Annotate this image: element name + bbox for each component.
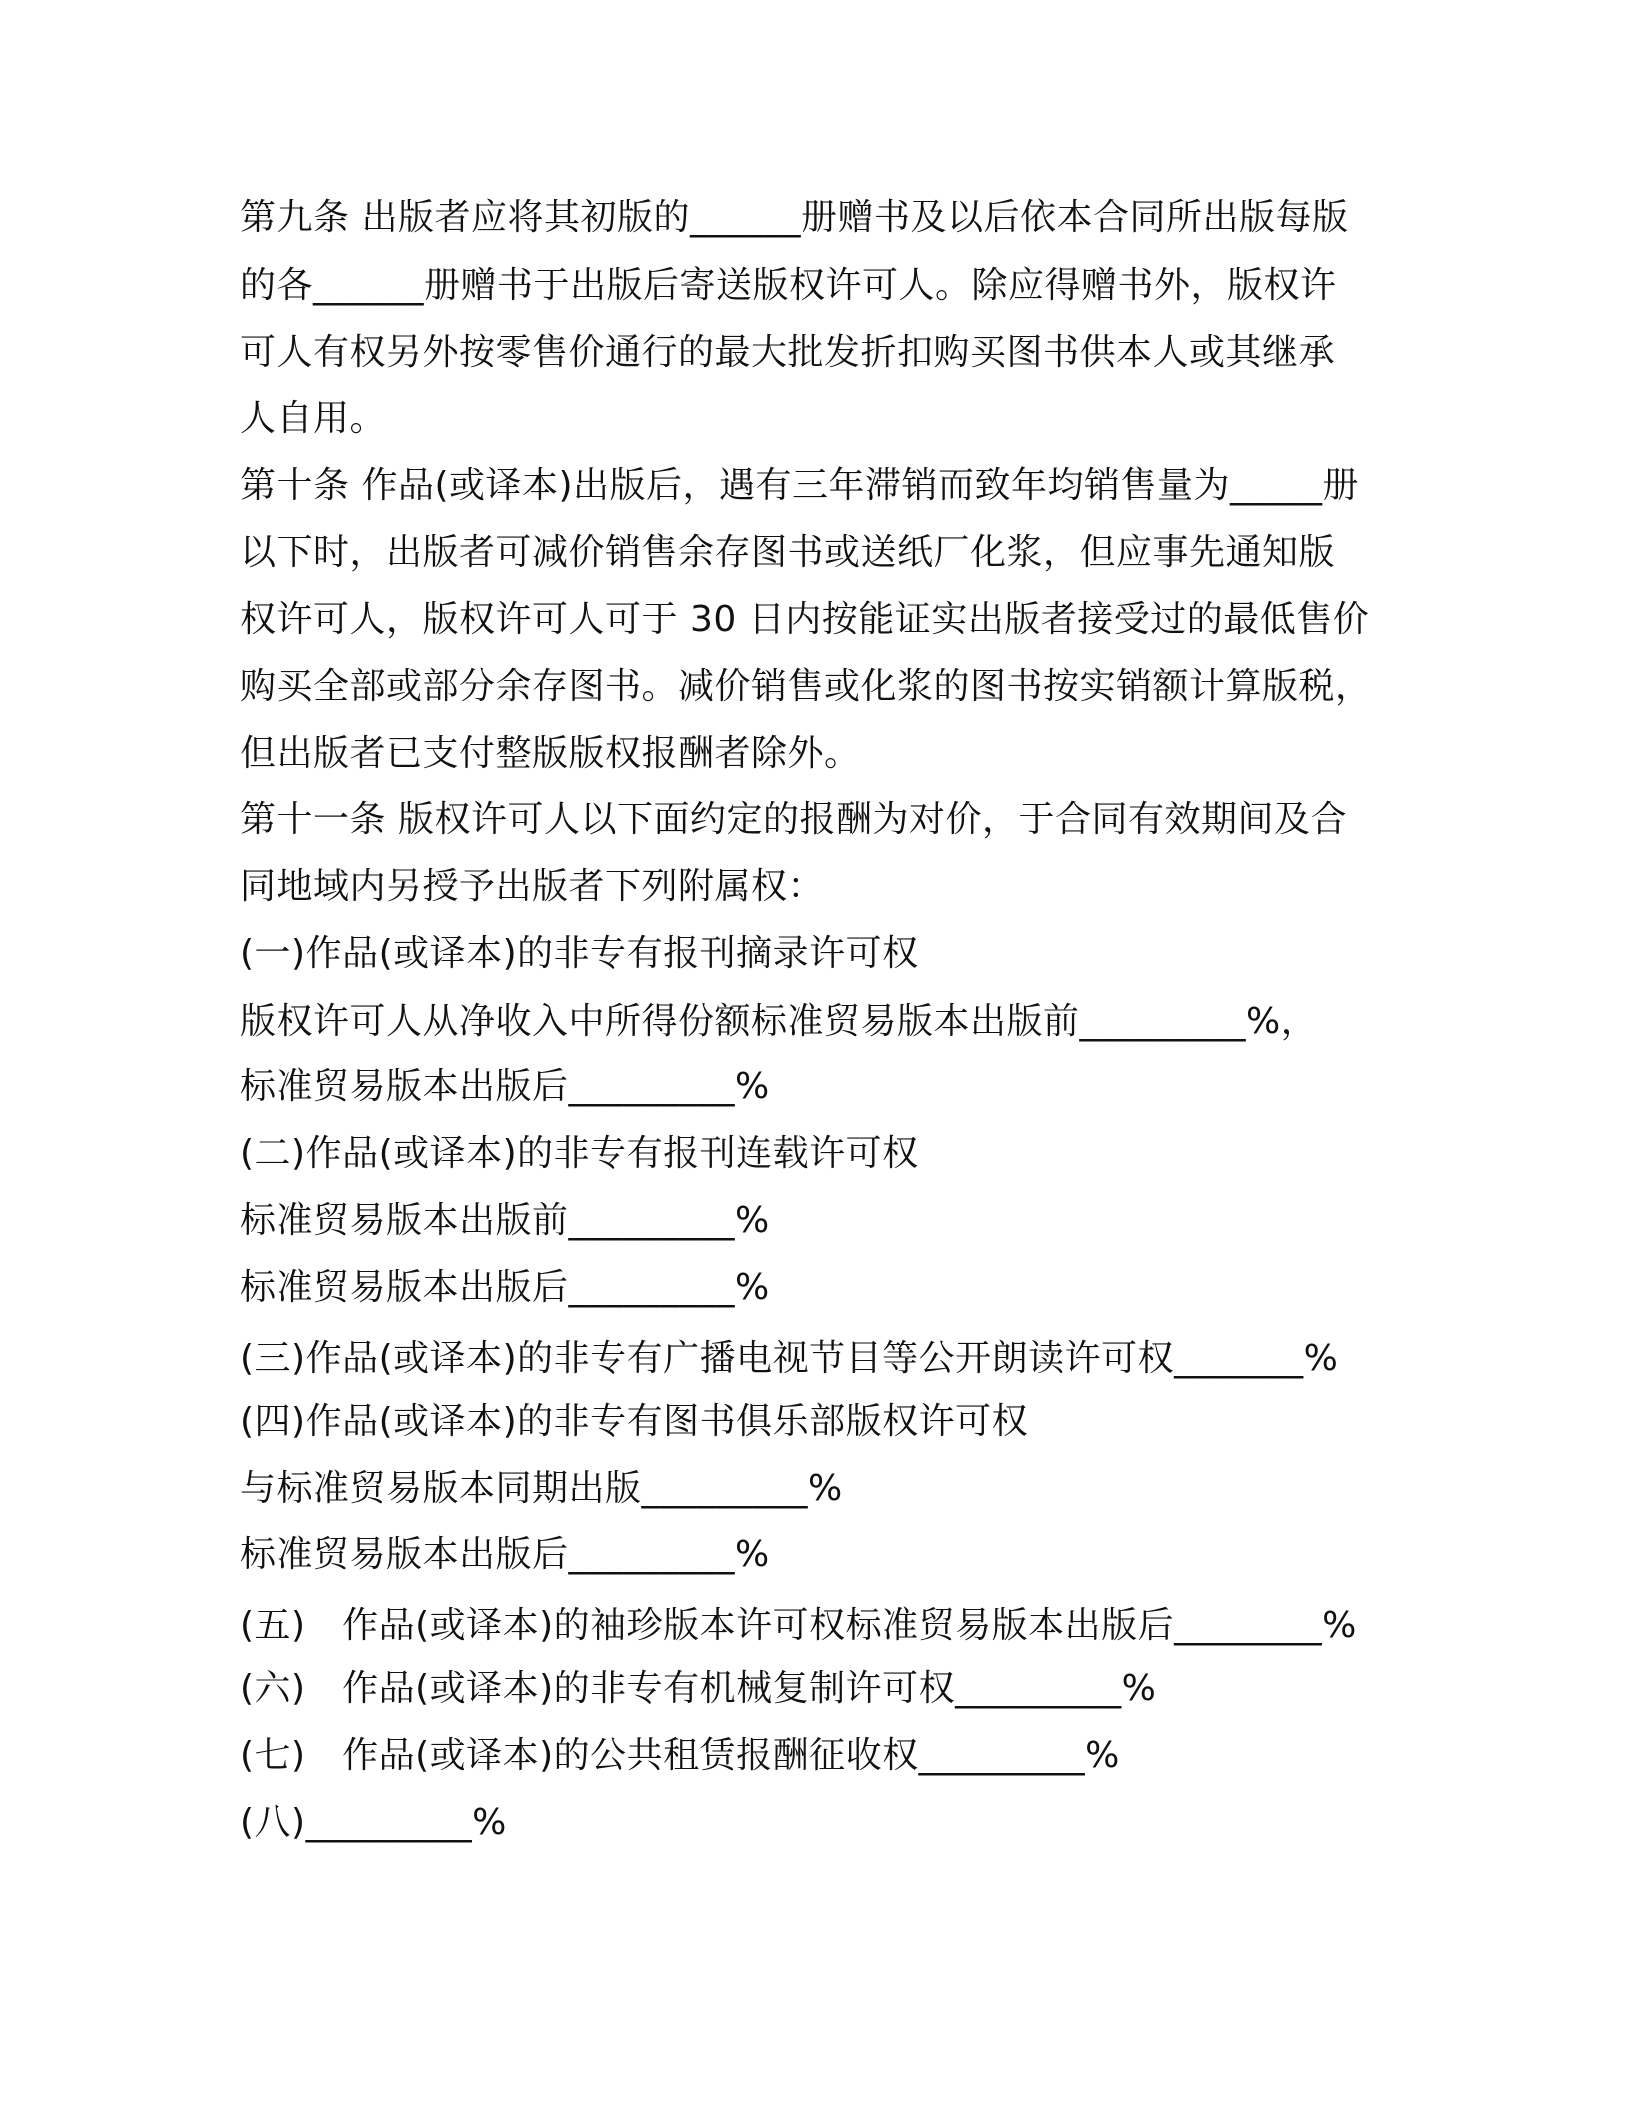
article-11-line-1: 第十一条 版权许可人以下面约定的报酬为对价，于合同有效期间及合: [240, 799, 1347, 840]
article-10-line-5: 但出版者已支付整版版权报酬者除外。: [240, 733, 861, 774]
subright-4-line-2: 标准贸易版本出版后_________%: [240, 1534, 770, 1575]
article-9-line-4: 人自用。: [240, 398, 387, 439]
subright-8-line: (八)_________%: [240, 1802, 507, 1843]
subright-2-line-2: 标准贸易版本出版后_________%: [240, 1267, 770, 1308]
article-9-line-1: 第九条 出版者应将其初版的______册赠书及以后依本合同所出版每版: [240, 197, 1349, 238]
article-9-line-2: 的各______册赠书于出版后寄送版权许可人。除应得赠书外，版权许: [240, 265, 1337, 306]
article-10-line-1: 第十条 作品(或译本)出版后，遇有三年滞销而致年均销售量为_____册: [240, 465, 1360, 506]
subright-4-line-1: 与标准贸易版本同期出版_________%: [240, 1468, 843, 1509]
subright-1-line-2: 标准贸易版本出版后_________%: [240, 1066, 770, 1107]
subright-1-line-1: 版权许可人从净收入中所得份额标准贸易版本出版前_________%，: [240, 1001, 1318, 1042]
subright-1-heading: (一)作品(或译本)的非专有报刊摘录许可权: [240, 933, 919, 974]
subright-6-line: (六) 作品(或译本)的非专有机械复制许可权_________%: [240, 1668, 1157, 1709]
subright-5-line: (五) 作品(或译本)的袖珍版本许可权标准贸易版本出版后________%: [240, 1605, 1357, 1646]
article-10-line-3: 权许可人，版权许可人可于 30 日内按能证实出版者接受过的最低售价: [240, 599, 1370, 640]
article-10-line-2: 以下时，出版者可减价销售余存图书或送纸厂化浆，但应事先通知版: [240, 532, 1336, 573]
article-10-line-4: 购买全部或部分余存图书。减价销售或化浆的图书按实销额计算版税，: [240, 666, 1372, 707]
article-9-line-3: 可人有权另外按零售价通行的最大批发折扣购买图书供本人或其继承: [240, 332, 1336, 373]
subright-2-heading: (二)作品(或译本)的非专有报刊连载许可权: [240, 1133, 919, 1174]
article-11-line-2: 同地域内另授予出版者下列附属权：: [240, 866, 825, 907]
subright-7-line: (七) 作品(或译本)的公共租赁报酬征收权_________%: [240, 1735, 1120, 1776]
subright-2-line-1: 标准贸易版本出版前_________%: [240, 1200, 770, 1241]
subright-4-heading: (四)作品(或译本)的非专有图书俱乐部版权许可权: [240, 1401, 1029, 1442]
subright-3-line: (三)作品(或译本)的非专有广播电视节目等公开朗读许可权_______%: [240, 1338, 1339, 1379]
